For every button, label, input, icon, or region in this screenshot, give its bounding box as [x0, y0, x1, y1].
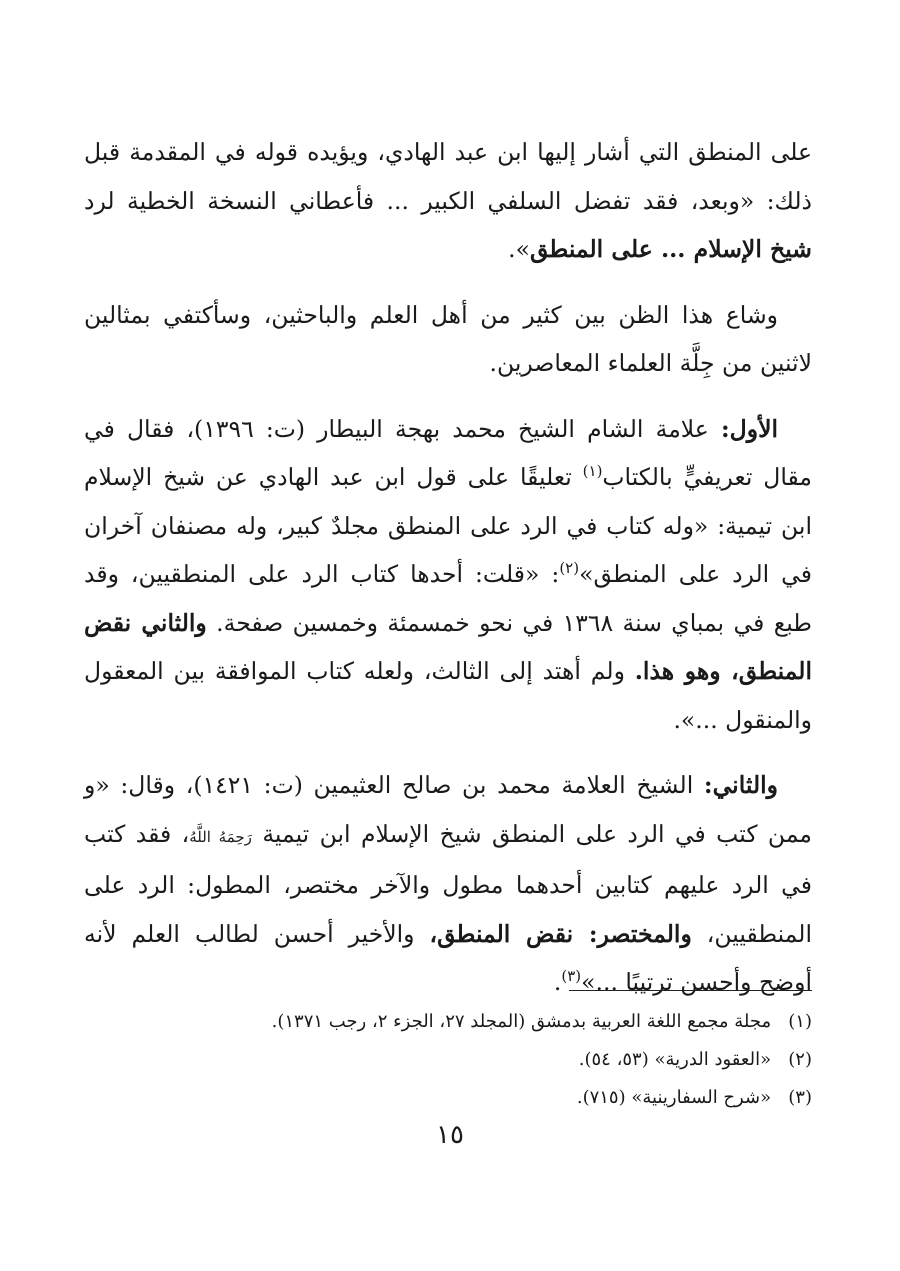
paragraph-1: [84, 128, 812, 274]
footnote-3: [84, 1079, 812, 1117]
footnote-text: «شرح السفارينية» (٧١٥).: [576, 1087, 772, 1108]
footnote-number: (١): [788, 1011, 812, 1032]
footnote-ref-3: (٣): [561, 967, 582, 986]
paragraph-2: [84, 291, 812, 388]
p3-text-2: تعليقًا على قول ابن عبد الهادي عن شيخ الإسلام ابن تيمية: «وله كتاب في الرد على المنطق مجلدٌ كبير، وله مصنفان آخران في الرد على المنطق»: [84, 463, 812, 588]
paragraph-4: [84, 761, 812, 1007]
p3-bold-second: والثاني نقض المنطق، وهو هذا.: [84, 608, 812, 685]
p4-honorific: رَحِمَهُ اللَّهُ: [189, 827, 252, 846]
p1-bold-quote: شيخ الإسلام ... على المنطق: [529, 235, 812, 263]
page-number: ١٥: [436, 1120, 464, 1150]
footnote-ref-2: (٢): [559, 559, 580, 578]
p3-heading-first: الأول:: [720, 414, 778, 443]
footnote-number: (٣): [788, 1087, 812, 1108]
footnotes: [84, 1003, 812, 1117]
p1-text-2: ».: [508, 235, 530, 263]
footnote-2: [84, 1041, 812, 1079]
footnote-ref-1: (١): [582, 462, 603, 481]
p4-text-3: والأخير أحسن لطالب العلم لأنه أوضح وأحسن ترتيبًا ...»: [84, 919, 812, 996]
p4-heading-second: والثاني:: [703, 771, 778, 799]
p4-bold-short: والمختصر: نقض المنطق،: [429, 919, 692, 948]
p4-text-2: ، فقد كتب في الرد عليهم كتابين أحدهما مطول والآخر مختصر، المطول: الرد على المنطقيين،: [84, 819, 812, 948]
p4-text-4: .: [553, 968, 562, 996]
p2-text: وشاع هذا الظن بين كثير من أهل العلم والباحثين، وسأكتفي بمثالين لاثنين من جِلَّة العلماء المعاصرين.: [84, 300, 812, 377]
p3-text-3: : «قلت: أحدها كتاب الرد على المنطقيين، وقد طبع في بمباي سنة ١٣٦٨ في نحو خمسمئة وخمسين صفحة.: [84, 560, 812, 637]
p4-text-1: الشيخ العلامة محمد بن صالح العثيمين (ت: ١٤٢١)، وقال: «و ممن كتب في الرد على المنطق شيخ الإسلام ابن تيمية: [84, 771, 812, 848]
footnote-text: مجلة مجمع اللغة العربية بدمشق (المجلد ٢٧، الجزء ٢، رجب ١٣٧١).: [271, 1011, 772, 1032]
footnote-1: [84, 1003, 812, 1041]
paragraph-3: [84, 405, 812, 745]
footnote-number: (٢): [788, 1049, 812, 1070]
page-body: [84, 128, 812, 1024]
p3-text-4: ولم أهتد إلى الثالث، ولعله كتاب الموافقة بين المعقول والمنقول ...».: [84, 657, 812, 734]
p1-text-1: على المنطق التي أشار إليها ابن عبد الهادي، ويؤيده قوله في المقدمة قبل ذلك: «وبعد، فقد تفضل السلفي الكبير ... فأعطاني النسخة الخطية لرد: [84, 138, 812, 215]
footnote-separator: [569, 990, 812, 991]
p3-text-1: علامة الشام الشيخ محمد بهجة البيطار (ت: ١٣٩٦)، فقال في مقال تعريفيٍّ بالكتاب: [84, 414, 812, 491]
footnote-text: «العقود الدرية» (٥٣، ٥٤).: [578, 1049, 772, 1070]
